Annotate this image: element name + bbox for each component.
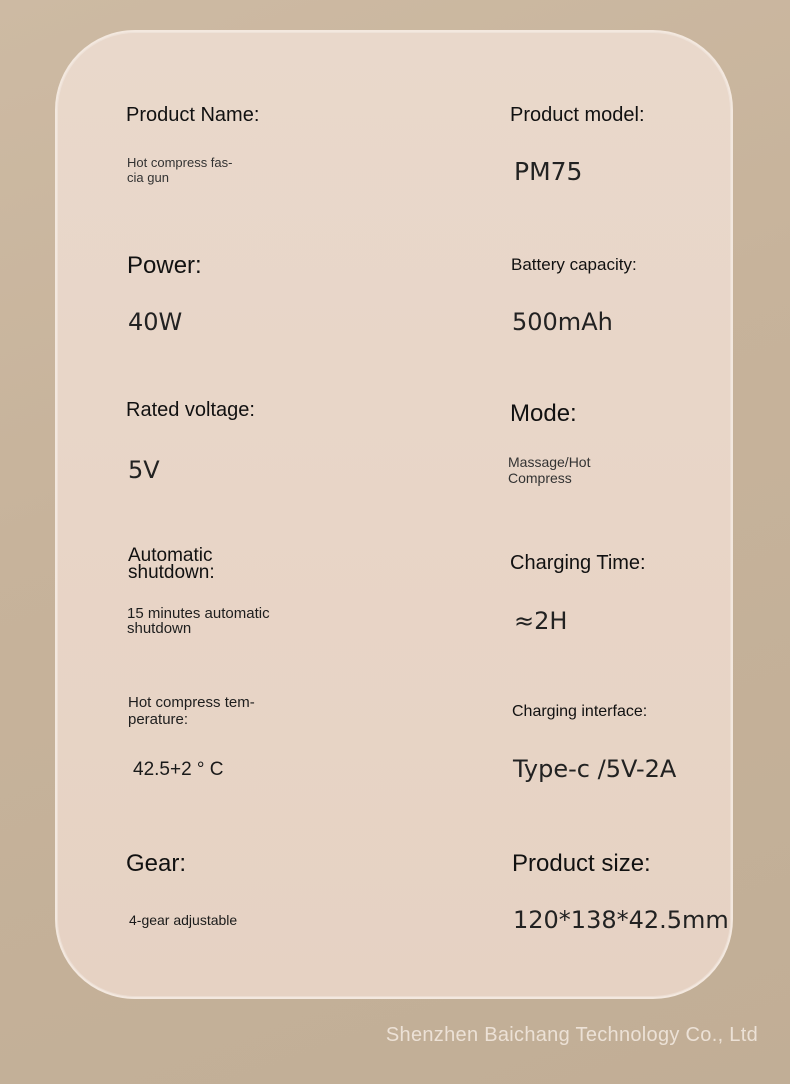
hot-temp-label-line1: Hot compress tem- [128,694,255,711]
product-model-label: Product model: [510,104,645,126]
mode-value [508,454,590,486]
product-name-value-line2: cia gun [127,170,169,185]
auto-shutdown-value-line1: 15 minutes automatic [127,605,270,622]
auto-shutdown-label-line2: shutdown: [128,562,215,583]
product-size-value: 120*138*42.5mm [513,906,729,934]
rated-voltage-label: Rated voltage: [126,399,255,421]
product-name-value [127,155,232,185]
auto-shutdown-value-line2: shutdown [127,620,192,637]
battery-label: Battery capacity: [511,255,637,274]
company-footer: Shenzhen Baichang Technology Co., Ltd [385,1024,758,1046]
mode-label: Mode: [510,400,577,427]
rated-voltage-value: 5V [128,456,160,484]
auto-shutdown-value [127,606,270,636]
product-name-label: Product Name: [126,104,260,126]
power-label: Power: [127,252,202,279]
charging-interface-label: Charging interface: [512,703,648,720]
auto-shutdown-label [128,547,215,581]
mode-value-line2: Compress [508,470,572,486]
gear-label: Gear: [126,850,187,877]
charging-time-value: ≈2H [514,607,568,635]
hot-temp-label-line2: perature: [128,711,189,728]
product-model-value: PM75 [514,157,583,186]
gear-value: 4-gear adjustable [129,912,238,928]
hot-temp-label [128,694,255,728]
power-value: 40W [128,308,183,336]
charging-interface-value: Type-c /5V-2A [513,755,677,783]
mode-value-line1: Massage/Hot [508,454,591,470]
product-name-value-line1: Hot compress fas- [127,155,233,170]
battery-value: 500mAh [512,308,613,336]
hot-temp-value: 42.5+2 ° C [133,759,224,780]
charging-time-label: Charging Time: [510,552,646,574]
product-size-label: Product size: [512,850,651,877]
auto-shutdown-label-line1: Automatic [128,545,213,566]
